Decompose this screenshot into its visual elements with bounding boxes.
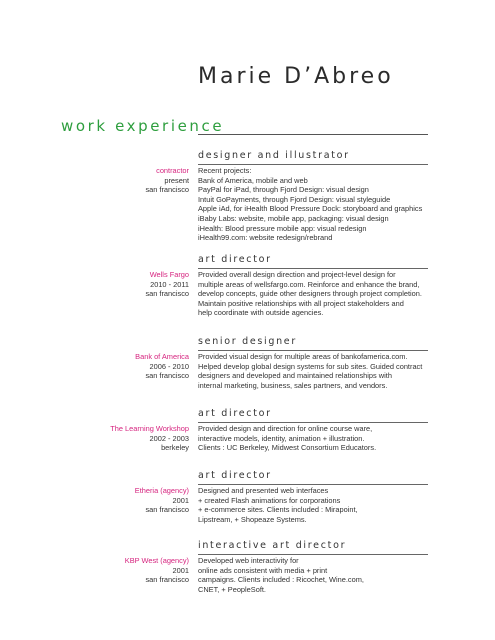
job-description <box>198 424 376 453</box>
job-meta <box>135 486 189 515</box>
description-line: develop concepts, guide other designers through project completion. <box>198 289 422 299</box>
job-dates: 2001 <box>172 495 189 505</box>
job-description <box>198 556 364 594</box>
job-description <box>198 270 422 318</box>
description-line: Maintain positive relationships with all project stakeholders and <box>198 298 404 308</box>
description-line: iHealth: Blood pressure mobile app: visual redesign <box>198 223 367 233</box>
job-location: san francisco <box>145 185 189 195</box>
job-meta <box>145 270 189 299</box>
job-description <box>198 486 358 524</box>
job-divider <box>198 422 428 423</box>
description-line: Lipstream, + Shopeaze Systems. <box>198 514 307 524</box>
description-line: Clients : UC Berkeley, Midwest Consortium Educators. <box>198 443 377 453</box>
job-title: interactive art director <box>198 540 347 551</box>
resume-name: Marie D’Abreo <box>198 64 394 89</box>
description-line: campaigns. Clients included : Ricochet, Wine.com, <box>198 575 364 585</box>
description-line: Intuit GoPayments, through Fjord Design: visual styleguide <box>198 194 391 204</box>
description-line: PayPal for iPad, through Fjord Design: visual design <box>198 185 369 195</box>
description-line: internal marketing, business, sales partners, and vendors. <box>198 380 388 390</box>
description-line: Recent projects: <box>198 166 252 175</box>
description-line: iBaby Labs: website, mobile app, packaging: visual design <box>198 213 389 223</box>
job-title: art director <box>198 408 272 419</box>
job-dates: present <box>164 175 189 185</box>
job-title: art director <box>198 254 272 265</box>
description-line: multiple areas of wellsfargo.com. Reinforce and enhance the brand, <box>198 279 420 289</box>
description-line: Bank of America, mobile and web <box>198 175 308 185</box>
description-line: online ads consistent with media + print <box>198 565 328 575</box>
job-company: Wells Fargo <box>149 270 189 279</box>
description-line: Provided visual design for multiple areas of bankofamerica.com. <box>198 352 408 361</box>
job-company: Bank of America <box>135 352 189 361</box>
job-location: berkeley <box>161 443 189 453</box>
description-line: help coordinate with outside agencies. <box>198 308 324 318</box>
job-divider <box>198 350 428 351</box>
job-dates: 2010 - 2011 <box>150 279 189 289</box>
job-description <box>198 166 422 243</box>
description-line: Apple iAd, for iHealth Blood Pressure Dock: storyboard and graphics <box>198 204 423 214</box>
job-meta <box>135 352 189 381</box>
description-line: Designed and presented web interfaces <box>198 486 329 495</box>
job-location: san francisco <box>145 505 189 515</box>
job-company: KBP West (agency) <box>124 556 189 565</box>
section-title-work-experience: work experience <box>61 117 225 135</box>
section-divider <box>198 134 428 135</box>
job-dates: 2006 - 2010 <box>149 361 189 371</box>
job-meta <box>145 166 189 195</box>
description-line: designers and developed and maintained relationships with <box>198 371 392 381</box>
job-location: san francisco <box>145 575 189 585</box>
job-divider <box>198 554 428 555</box>
description-line: Helped develop global design systems for sub sites. Guided contract <box>198 361 423 371</box>
description-line: Developed web interactivity for <box>198 556 299 565</box>
description-line: Provided overall design direction and project-level design for <box>198 270 396 279</box>
job-divider <box>198 484 428 485</box>
description-line: interactive models, identity, animation + illustration. <box>198 433 365 443</box>
description-line: + e-commerce sites. Clients included : Mirapoint, <box>198 505 358 515</box>
description-line: Provided design and direction for online course ware, <box>198 424 373 433</box>
job-location: san francisco <box>145 289 189 299</box>
job-meta <box>110 424 189 453</box>
job-company: contractor <box>156 166 189 175</box>
job-location: san francisco <box>145 371 189 381</box>
job-dates: 2002 - 2003 <box>149 433 189 443</box>
job-company: The Learning Workshop <box>110 424 189 433</box>
job-divider <box>198 268 428 269</box>
job-divider <box>198 164 428 165</box>
description-line: iHealth99.com: website redesign/rebrand <box>198 233 333 243</box>
job-title: designer and illustrator <box>198 150 350 161</box>
job-title: art director <box>198 470 272 481</box>
job-company: Etheria (agency) <box>134 486 189 495</box>
job-title: senior designer <box>198 336 297 347</box>
description-line: + created Flash animations for corporations <box>198 495 341 505</box>
job-dates: 2001 <box>172 565 189 575</box>
job-meta <box>125 556 189 585</box>
job-description <box>198 352 422 390</box>
description-line: CNET, + PeopleSoft. <box>198 584 266 594</box>
